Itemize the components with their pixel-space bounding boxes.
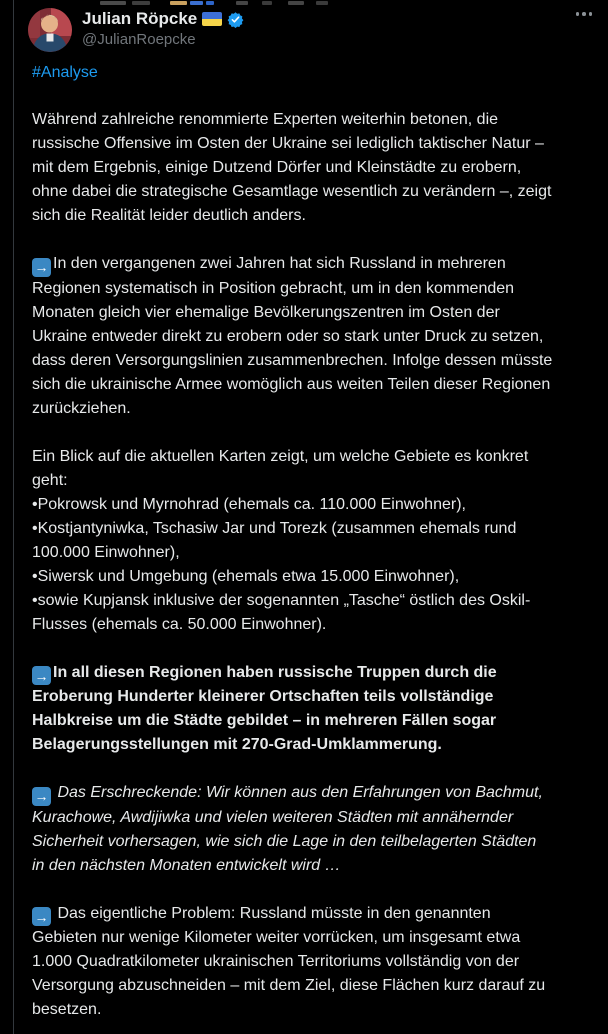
cropped-text-fragment (236, 1, 248, 5)
user-handle[interactable]: @JulianRoepcke (82, 31, 196, 48)
right-arrow-emoji: → (32, 258, 51, 277)
tweet-paragraph: → In all diesen Regionen haben russische Truppen durch die Eroberung Hunderter kleinerer Ortschaften teils vollständige Halbkreise um die Städte gebildet – in mehreren Fällen sogar Belagerungsstellungen mit 270-Grad-Umklammerung. (32, 663, 497, 753)
hashtag-link[interactable]: #Analyse (32, 64, 98, 81)
cropped-flag-fragment (190, 1, 203, 5)
tweet-paragraph: Ein Blick auf die aktuellen Karten zeigt, um welche Gebiete es konkret geht: •Pokrowsk und Myrnohrad (ehemals ca. 110.000 Einwohner), •Kostjantyniwka, Tschasiw Jar und Torezk (zusammen ehemals rund 100.000 Einwohner), •Siwersk und Umgebung (ehemals etwa 15.000 Einwohner), •sowie Kupjansk inklusive der sogenannten „Tasche“ östlich des Oskil- Flusses (ehemals ca. 50.000 Einwohner). (32, 447, 531, 633)
avatar-photo (28, 8, 72, 52)
ellipsis-dot (589, 12, 593, 16)
right-arrow-emoji: → (32, 666, 51, 685)
ellipsis-dot (582, 12, 586, 16)
cropped-emoji-fragment (170, 1, 187, 5)
display-name[interactable]: Julian Röpcke (82, 9, 198, 28)
tweet-text (32, 108, 592, 1022)
user-identity (82, 9, 244, 50)
ukraine-flag-emoji (202, 12, 222, 26)
cropped-text-fragment (100, 1, 126, 5)
column-left-border (13, 0, 14, 1034)
verified-badge-icon (227, 11, 244, 28)
more-options-button[interactable] (572, 8, 597, 20)
cropped-text-fragment (262, 1, 272, 5)
ellipsis-dot (576, 12, 580, 16)
cropped-badge-fragment (206, 1, 214, 5)
right-arrow-emoji: → (32, 787, 51, 806)
tweet-paragraph: → Das Erschreckende: Wir können aus den Erfahrungen von Bachmut, Kurachowe, Awdijiwka und vielen weiteren Städten mit annähernder Sicherheit vorhersagen, wie sich die Lage in den teilbelagerten Städten in den nächsten Monaten entwickelt wird … (32, 784, 543, 874)
cropped-text-fragment (132, 1, 150, 5)
cropped-previous-content (0, 0, 608, 6)
avatar[interactable] (28, 8, 72, 52)
tweet-paragraph: → In den vergangenen zwei Jahren hat sich Russland in mehreren Regionen systematisch in Position gebracht, um in den kommenden Monaten gleich vier ehemalige Bevölkerungszentren im Osten der Ukraine entweder direkt zu erobern oder so stark unter Druck zu setzen, dass deren Versorgungslinien zusammenbrechen. Infolge dessen müsste sich die ukrainische Armee womöglich aus weiten Teilen dieser Regionen zurückziehen. (32, 255, 553, 417)
tweet-paragraph: → Das eigentliche Problem: Russland müsste in den genannten Gebieten nur wenige Kilometer weiter vorrücken, um insgesamt etwa 1.000 Quadratkilometer ukrainischen Territoriums vollständig von der Versorgung abzuschneiden – mit dem Ziel, diese Flächen kurz darauf zu besetzen. (32, 904, 546, 1018)
cropped-text-fragment (288, 1, 304, 5)
right-arrow-emoji: → (32, 907, 51, 926)
cropped-text-fragment (316, 1, 328, 5)
tweet-paragraph: Während zahlreiche renommierte Experten weiterhin betonen, die russische Offensive im Osten der Ukraine sei lediglich taktischer Natur – mit dem Ergebnis, einige Dutzend Dörfer und Kleinstädte zu erobern, ohne dabei die strategische Gesamtlage wesentlich zu verändern –, zeigt sich die Realität leider deutlich anders. (32, 111, 552, 224)
